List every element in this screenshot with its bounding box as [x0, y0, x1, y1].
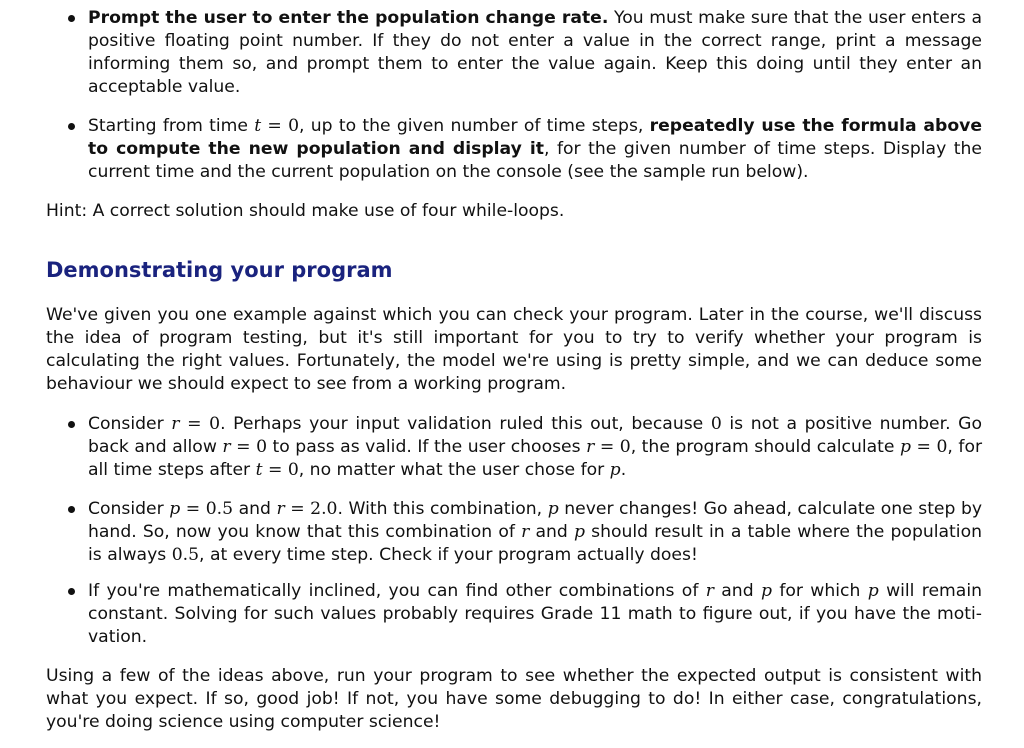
math-var-p: p: [760, 581, 772, 601]
section-heading: Demonstrating your program: [46, 258, 393, 282]
math-var-p: p: [547, 499, 559, 519]
bold-lead: Prompt the user to enter the population change rate.: [88, 8, 609, 28]
math-num: 0.5: [205, 499, 234, 519]
list-item-compute-population: [0, 115, 1024, 184]
item-text: Consider: [88, 414, 172, 434]
math-eq: =: [262, 460, 288, 480]
intro-paragraph: We've given you one example against which you can check your program. Later in the course, we'll discuss the idea of program testing, but it's still important for you to try to verify whether your program is calculating the right values. Fortunately, the model we're using is pretty simple, and we can deduce some behaviour we should expect to see from a working program.: [46, 305, 982, 394]
math-num: 0: [710, 414, 722, 434]
math-expression: [256, 460, 299, 480]
item-text: and: [713, 581, 761, 601]
item-text: will remain constant. Solving for such values probably requires Grade 11 math to figure out, if you have the moti-vation.: [88, 581, 983, 647]
item-text: for which: [771, 581, 868, 601]
item-text: and: [233, 499, 277, 519]
math-var-p: p: [867, 581, 879, 601]
item-text: and: [529, 522, 574, 542]
hint-paragraph: Hint: A correct solution should make use of four while-loops.: [46, 201, 565, 221]
math-var-r: r: [586, 437, 595, 457]
item-text: to pass as valid. If the user chooses: [267, 437, 587, 457]
item-text: You must make sure that the user enters a positive floating point number. If they do not enter a value in the correct range, print a message informing them so, and prompt them to enter the value again. Keep this doing until they enter an acceptable value.: [88, 8, 982, 97]
item-text: Starting from time: [88, 116, 255, 136]
item-text: , at every time step. Check if your program actually does!: [199, 545, 698, 565]
math-expression: [610, 460, 621, 480]
math-eq: =: [230, 437, 257, 457]
math-var-r: r: [171, 414, 180, 434]
math-var-t: t: [254, 116, 262, 136]
math-num: 2.0: [310, 499, 338, 519]
item-text: never changes! Go ahead, calculate one step by hand. So, now you know that this combination of: [88, 499, 983, 542]
math-var-p: p: [573, 522, 585, 542]
item-text: If you're mathematically inclined, you can find other combinations of: [88, 581, 706, 601]
math-num: 0: [256, 437, 268, 457]
math-var-p: p: [609, 460, 621, 480]
math-num: 0: [287, 460, 299, 480]
item-text: , up to the given number of time steps,: [299, 116, 650, 136]
math-expression: [574, 522, 585, 542]
item-text: , the program should calculate: [630, 437, 900, 457]
math-expression: [222, 437, 267, 457]
math-eq: =: [911, 437, 937, 457]
math-expression: [169, 499, 233, 519]
bold-text: repeatedly use the formula above to compute the new population and display it: [88, 116, 982, 159]
item-text: is not a positive number. Go back and allow: [88, 414, 983, 457]
math-num: 0: [288, 116, 300, 136]
math-expression: [254, 116, 299, 136]
item-text: should result in a table where the population is always: [88, 522, 982, 565]
math-expression: [171, 414, 220, 434]
outro-paragraph: Using a few of the ideas above, run your program to see whether the expected output is consistent with what you expect. If so, good job! If not, you have some debugging to do! In either case, congratulations, you're doing science using computer science!: [46, 666, 982, 732]
list-item-p-half-r-two: [0, 498, 1024, 567]
math-num: 0: [209, 414, 221, 434]
item-text: . With this combination,: [337, 499, 548, 519]
list-item-prompt-rate: [0, 7, 1024, 99]
math-var-r: r: [222, 437, 231, 457]
math-eq: =: [284, 499, 311, 519]
math-var-p: p: [169, 499, 181, 519]
math-eq: =: [594, 437, 620, 457]
math-eq: =: [180, 499, 206, 519]
math-var-t: t: [255, 460, 263, 480]
item-text: , no matter what the user chose for: [298, 460, 610, 480]
math-var-r: r: [521, 522, 530, 542]
math-expression: [868, 581, 879, 601]
list-item-other-combinations: [0, 580, 1024, 649]
math-expression: [900, 437, 947, 457]
math-var-p: p: [900, 437, 912, 457]
item-text: . Perhaps your input validation ruled this out, because: [220, 414, 711, 434]
math-eq: =: [261, 116, 289, 136]
math-num: 0: [619, 437, 631, 457]
math-expression: [706, 581, 714, 601]
item-text: .: [620, 460, 627, 480]
item-text: Consider: [88, 499, 170, 519]
math-expression: [586, 437, 631, 457]
math-var-r: r: [276, 499, 285, 519]
math-num: 0.5: [171, 545, 200, 565]
math-num: 0: [936, 437, 948, 457]
math-eq: =: [179, 414, 210, 434]
math-expression: [548, 499, 559, 519]
math-var-r: r: [705, 581, 714, 601]
item-text: , for all time steps after: [88, 437, 983, 480]
list-item-r-zero: [0, 413, 1024, 482]
math-expression: [761, 581, 772, 601]
math-expression: [276, 499, 337, 519]
item-text: , for the given number of time steps. Display the current time and the current population on the console (see the sample run below).: [88, 139, 982, 182]
